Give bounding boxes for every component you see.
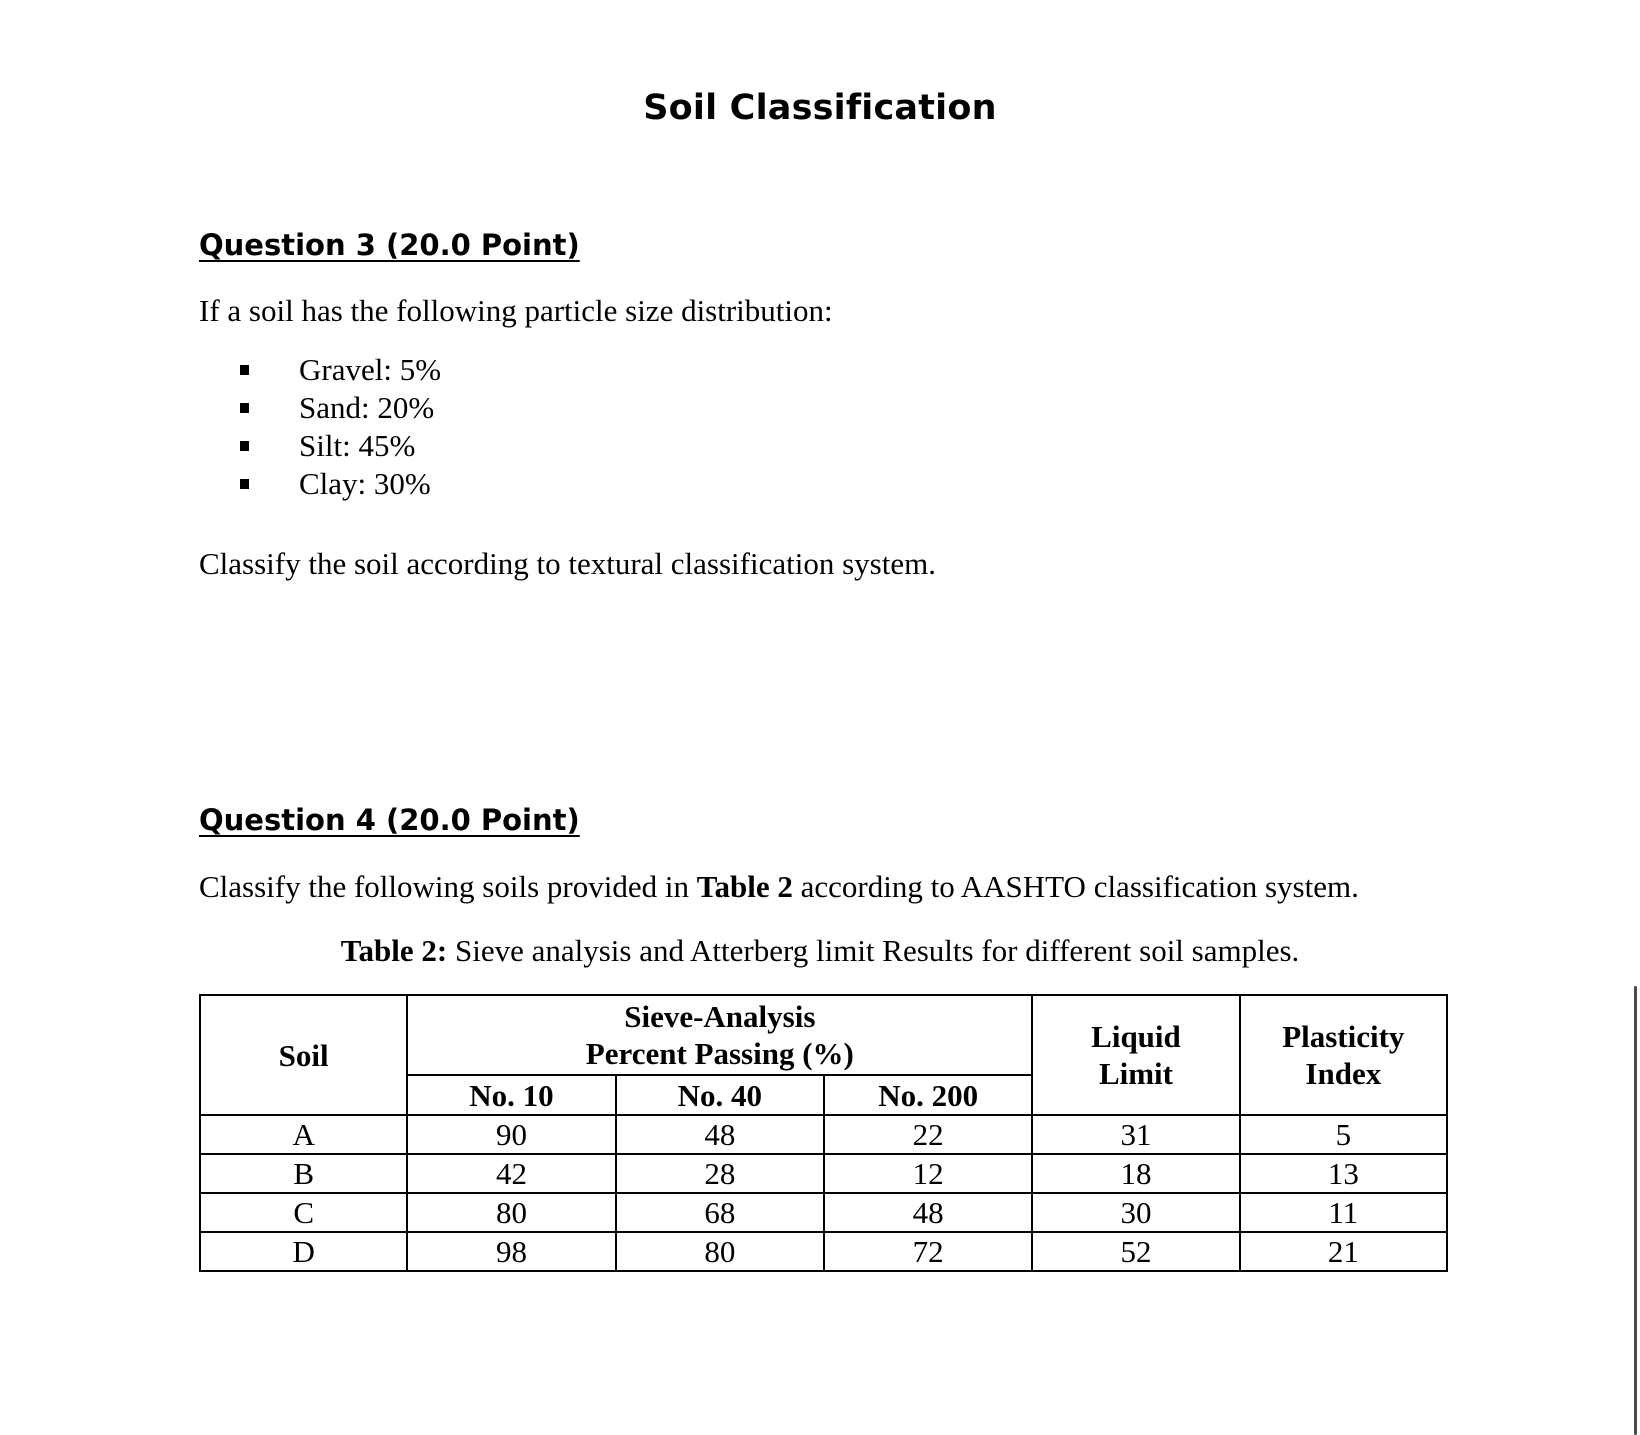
cell-no40: 48 (616, 1115, 824, 1154)
intro-text-end: according to AASHTO classification system. (792, 869, 1359, 904)
list-item (240, 427, 441, 465)
list-item (240, 351, 441, 389)
square-bullet-icon (240, 365, 249, 375)
question-3-intro: If a soil has the following particle size distribution: (199, 293, 833, 328)
cell-plasticity-index: 5 (1240, 1115, 1447, 1154)
intro-text: Classify the following soils provided in (199, 869, 697, 904)
cell-no10: 42 (407, 1154, 615, 1193)
header-no10: No. 10 (407, 1075, 615, 1115)
table-row (200, 1193, 1447, 1232)
header-no40: No. 40 (616, 1075, 824, 1115)
question-4-heading: Question 4 (20.0 Point) (199, 803, 580, 837)
table-row (200, 1154, 1447, 1193)
table-caption (0, 933, 1640, 969)
square-bullet-icon (240, 403, 249, 413)
cell-no10: 98 (407, 1232, 615, 1271)
caption-text: Sieve analysis and Atterberg limit Results for different soil samples. (447, 933, 1300, 968)
cell-no200: 12 (824, 1154, 1032, 1193)
list-item-text: Sand: 20% (299, 390, 435, 425)
cell-soil: D (200, 1232, 407, 1271)
square-bullet-icon (240, 441, 249, 451)
list-item (240, 389, 441, 427)
cell-soil: C (200, 1193, 407, 1232)
cell-soil: B (200, 1154, 407, 1193)
header-no200: No. 200 (824, 1075, 1032, 1115)
page-title: Soil Classification (643, 88, 997, 128)
question-3-heading: Question 3 (20.0 Point) (199, 228, 580, 262)
table-row (200, 1232, 1447, 1271)
cell-no40: 68 (616, 1193, 824, 1232)
cell-no10: 90 (407, 1115, 615, 1154)
cell-no200: 22 (824, 1115, 1032, 1154)
question-3-instruction: Classify the soil according to textural classification system. (199, 546, 936, 581)
table-reference: Table 2 (696, 869, 793, 904)
header-sieve-analysis (407, 995, 1032, 1075)
cell-no200: 72 (824, 1232, 1032, 1271)
header-pi-line2: Index (1305, 1056, 1382, 1091)
cell-no40: 80 (616, 1232, 824, 1271)
cell-plasticity-index: 21 (1240, 1232, 1447, 1271)
cell-liquid-limit: 30 (1032, 1193, 1239, 1232)
cell-plasticity-index: 11 (1240, 1193, 1447, 1232)
question-4-intro (199, 869, 1359, 905)
list-item (240, 465, 441, 503)
particle-size-list (240, 351, 441, 503)
header-ll-line2: Limit (1098, 1056, 1173, 1091)
cell-soil: A (200, 1115, 407, 1154)
header-sieve-line1: Sieve-Analysis (624, 999, 816, 1034)
list-item-text: Silt: 45% (299, 428, 416, 463)
table-row (200, 1115, 1447, 1154)
header-soil: Soil (200, 995, 407, 1115)
square-bullet-icon (240, 479, 249, 489)
cell-liquid-limit: 52 (1032, 1232, 1239, 1271)
header-plasticity-index (1240, 995, 1447, 1115)
cell-liquid-limit: 18 (1032, 1154, 1239, 1193)
cell-no40: 28 (616, 1154, 824, 1193)
list-item-text: Gravel: 5% (299, 352, 442, 387)
cell-plasticity-index: 13 (1240, 1154, 1447, 1193)
vertical-scrollbar[interactable] (1634, 986, 1637, 1435)
cell-liquid-limit: 31 (1032, 1115, 1239, 1154)
header-ll-line1: Liquid (1091, 1019, 1181, 1054)
header-sieve-line2: Percent Passing (%) (585, 1036, 854, 1071)
cell-no200: 48 (824, 1193, 1032, 1232)
caption-label: Table 2: (340, 933, 448, 968)
soil-data-table (199, 994, 1448, 1272)
cell-no10: 80 (407, 1193, 615, 1232)
header-liquid-limit (1032, 995, 1239, 1115)
list-item-text: Clay: 30% (299, 466, 431, 501)
header-pi-line1: Plasticity (1282, 1019, 1405, 1054)
